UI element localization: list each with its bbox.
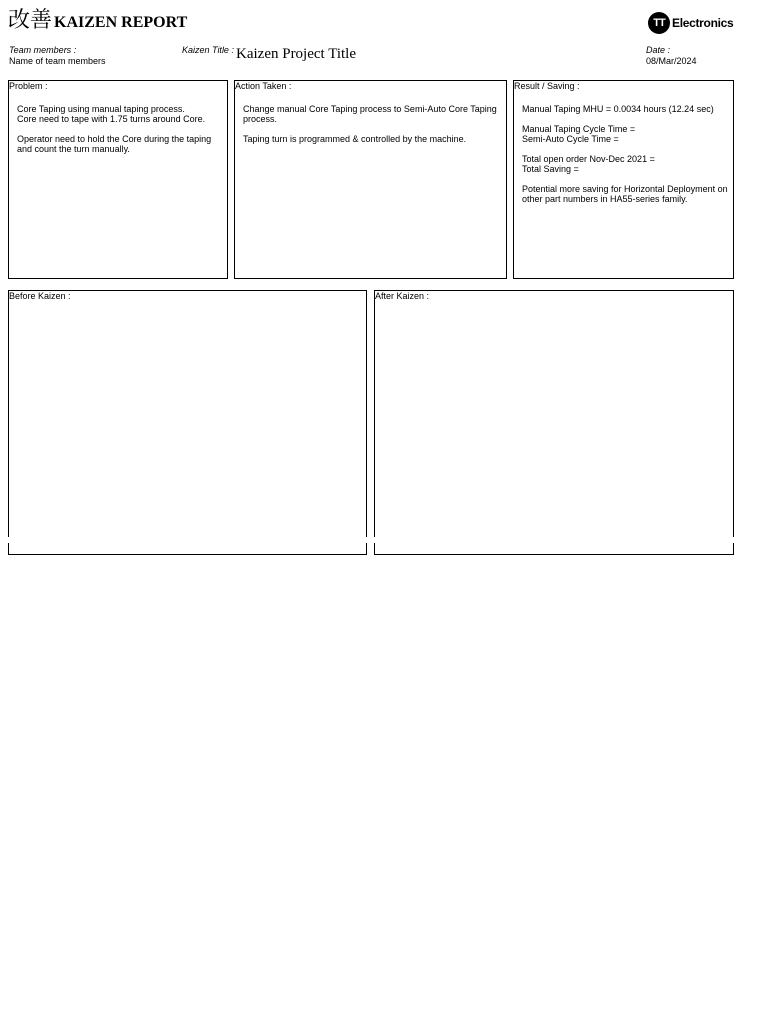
tt-logo-icon: TT bbox=[648, 12, 670, 34]
logo-text: Electronics bbox=[672, 16, 734, 30]
before-bottom-line bbox=[8, 554, 367, 555]
action-box bbox=[234, 80, 507, 279]
result-text bbox=[522, 104, 729, 214]
problem-paragraph: Core Taping using manual taping process. Core need to tape with 1.75 turns around Core. bbox=[17, 104, 206, 124]
problem-text bbox=[17, 104, 223, 164]
action-paragraph: Change manual Core Taping process to Semi-Auto Core Taping process. bbox=[243, 104, 497, 124]
after-kaizen-box bbox=[374, 290, 734, 537]
result-paragraph: Manual Taping Cycle Time = Semi-Auto Cycle Time = bbox=[522, 124, 636, 144]
date-label: Date : bbox=[646, 45, 671, 55]
title-kanji: 改善 bbox=[8, 8, 53, 33]
report-title bbox=[8, 8, 187, 34]
before-kaizen-box bbox=[8, 290, 367, 537]
title-text: KAIZEN REPORT bbox=[54, 14, 188, 31]
date-value: 08/Mar/2024 bbox=[646, 56, 697, 66]
action-text bbox=[243, 104, 502, 154]
kaizen-title-value: Kaizen Project Title bbox=[236, 46, 356, 62]
action-label: Action Taken : bbox=[235, 81, 292, 91]
result-box bbox=[513, 80, 734, 279]
team-members-value: Name of team members bbox=[9, 56, 106, 66]
company-logo bbox=[648, 12, 733, 34]
kaizen-title-label: Kaizen Title : bbox=[182, 45, 234, 55]
action-paragraph: Taping turn is programmed & controlled by the machine. bbox=[243, 134, 467, 144]
result-paragraph: Potential more saving for Horizontal Deployment on other part numbers in HA55-series family. bbox=[522, 184, 728, 204]
result-paragraph: Total open order Nov-Dec 2021 = Total Saving = bbox=[522, 154, 655, 174]
after-bottom-line bbox=[374, 554, 734, 555]
team-members-label: Team members : bbox=[9, 45, 77, 55]
before-kaizen-label: Before Kaizen : bbox=[9, 291, 71, 301]
problem-box bbox=[8, 80, 228, 279]
result-paragraph: Manual Taping MHU = 0.0034 hours (12.24 sec) bbox=[522, 104, 714, 114]
after-kaizen-label: After Kaizen : bbox=[375, 291, 430, 301]
problem-paragraph: Operator need to hold the Core during the taping and count the turn manually. bbox=[17, 134, 212, 154]
problem-label: Problem : bbox=[9, 81, 48, 91]
result-label: Result / Saving : bbox=[514, 81, 580, 91]
